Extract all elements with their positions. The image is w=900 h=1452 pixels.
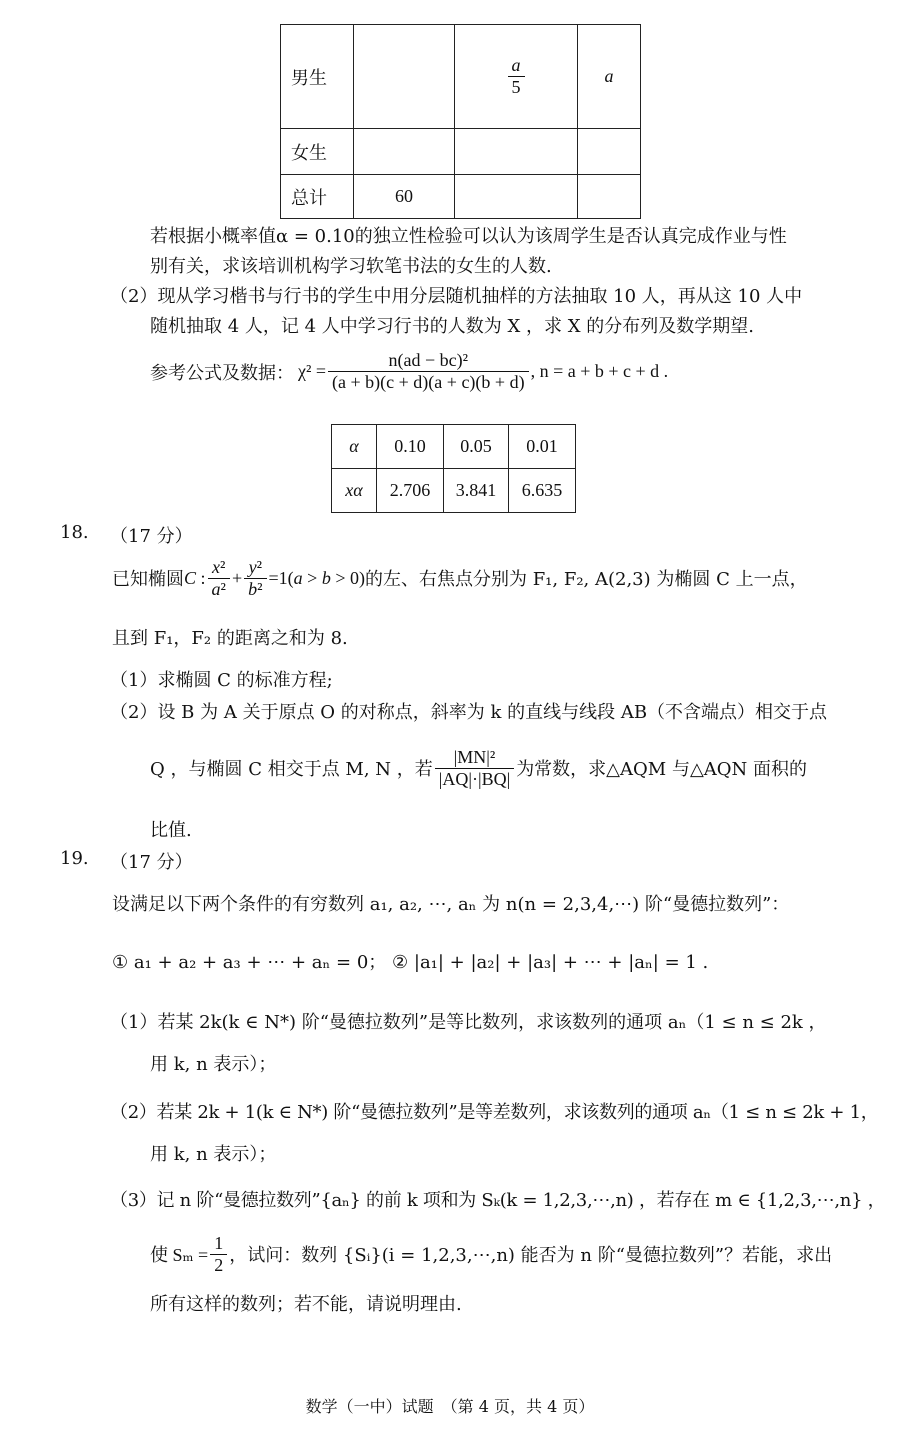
q18-sub2-line3: 比值. — [150, 820, 192, 841]
cell-male-3: a — [578, 25, 641, 129]
q19-sub2-line1: （2）若某 2k + 1(k ∈ N*) 阶“曼德拉数列”是等差数列，求该数列的通项 aₙ（1 ≤ n ≤ 2k + 1， — [110, 1102, 879, 1123]
q17-p2-line1: （2）现从学习楷书与行书的学生中用分层随机抽样的方法抽取 10 人，再从这 10 人中 — [110, 286, 803, 307]
cell-total-2 — [455, 175, 578, 219]
reference-formula — [150, 350, 668, 393]
chi-square-fraction: $\frac{\text{n(ad − bc)²}}{(a + b)(c + d)(a + c)(b + d)}$ — [328, 350, 529, 393]
table-row: xα 2.706 3.841 6.635 — [332, 469, 576, 513]
q18-points: （17 分） — [110, 526, 193, 547]
q19-conditions: ① a₁ + a₂ + a₃ + ⋯ + aₙ = 0； ② |a₁| + |a₂| + |a₃| + ⋯ + |aₙ| = 1 . — [112, 952, 709, 973]
formula-tail: , n = a + b + c + d . — [530, 361, 669, 381]
q17-p2-line2: 随机抽取 4 人，记 4 人中学习行书的人数为 X ，求 X 的分布列及数学期望. — [150, 316, 755, 337]
q17-p1-line2: 别有关，求该培训机构学习软笔书法的女生的人数. — [150, 256, 552, 277]
table-row — [281, 25, 641, 129]
cell-female-2 — [455, 129, 578, 175]
q19-points: （17 分） — [110, 852, 193, 873]
q18-sub1: （1）求椭圆 C 的标准方程; — [110, 670, 333, 691]
q18-stem-line2: 且到 F₁，F₂ 的距离之和为 8. — [112, 628, 348, 649]
cell-total-1: 60 — [354, 175, 455, 219]
cell-female-3 — [578, 129, 641, 175]
cell-female-1 — [354, 129, 455, 175]
q19-sub2-line2: 用 k, n 表示）； — [150, 1144, 277, 1165]
q19-sub1-line2: 用 k, n 表示）； — [150, 1054, 277, 1075]
ratio-fraction: $\frac{\text{|MN|²}}{|AQ|\cdot|BQ|}$ — [435, 747, 514, 790]
one-half-fraction: $\frac{1}{2}$ — [210, 1233, 227, 1276]
table-row — [281, 175, 641, 219]
table-row — [281, 129, 641, 175]
cell-male-1 — [354, 25, 455, 129]
q19-sub3-line1: （3）记 n 阶“曼德拉数列”{aₙ} 的前 k 项和为 Sₖ(k = 1,2,3,⋯,n) ，若存在 m ∈ {1,2,3,⋯,n} ， — [110, 1190, 886, 1211]
reference-label: 参考公式及数据： — [150, 362, 294, 384]
cell-male-2 — [455, 25, 578, 129]
q18-number: 18. — [60, 522, 89, 543]
q17-p1-line1: 若根据小概率值α = 0.10的独立性检验可以认为该周学生是否认真完成作业与性 — [150, 226, 787, 247]
q19-sub3-line3: 所有这样的数列；若不能，请说明理由. — [150, 1294, 462, 1315]
q18-stem: 已知椭圆 C : $\frac{\text{x²}}{\text{a²}}$ + $\frac{\text{y²}}{\text{b²}}$ =1( a > b > 0) 的左、右焦点分别为 F₁, F₂, A(2,3) 为椭圆 C 上一点， — [112, 556, 808, 599]
row-label-total: 总计 — [281, 175, 354, 219]
table-row: α 0.10 0.05 0.01 — [332, 425, 576, 469]
row-label-female: 女生 — [281, 129, 354, 175]
row-label-male: 男生 — [281, 25, 354, 129]
cell-total-3 — [578, 175, 641, 219]
ellipse-equation: C : $\frac{\text{x²}}{\text{a²}}$ + $\frac{\text{y²}}{\text{b²}}$ =1( a > b > 0) — [184, 556, 365, 599]
formula-lhs: χ² = — [298, 361, 327, 381]
q19-stem: 设满足以下两个条件的有穷数列 a₁, a₂, ⋯, aₙ 为 n(n = 2,3,4,⋯) 阶“曼德拉数列”： — [112, 894, 790, 915]
contingency-table — [280, 24, 641, 219]
q18-sub2-line1: （2）设 B 为 A 关于原点 O 的对称点，斜率为 k 的直线与线段 AB（不含端点）相交于点 — [110, 702, 828, 723]
q19-sub3-line2: 使 Sₘ = $\frac{1}{2}$ ，试问：数列 {Sᵢ}(i = 1,2,3,⋯,n) 能否为 n 阶“曼德拉数列”？若能，求出 — [150, 1232, 833, 1275]
q18-sub2-line2: Q ，与椭圆 C 相交于点 M, N ，若 $\frac{\text{|MN|²}}{|AQ|\cdot|BQ|}$ 为常数，求△AQM 与△AQN 面积的 — [150, 746, 808, 789]
fraction-a-over-5: $\frac{a}{5}$ — [508, 55, 525, 98]
page-footer: 数学（一中）试题 （第 4 页，共 4 页） — [305, 1397, 595, 1416]
critical-value-table — [331, 424, 576, 513]
q19-sub1-line1: （1）若某 2k(k ∈ N*) 阶“曼德拉数列”是等比数列，求该数列的通项 aₙ（1 ≤ n ≤ 2k ， — [110, 1012, 827, 1033]
q19-number: 19. — [60, 848, 89, 869]
